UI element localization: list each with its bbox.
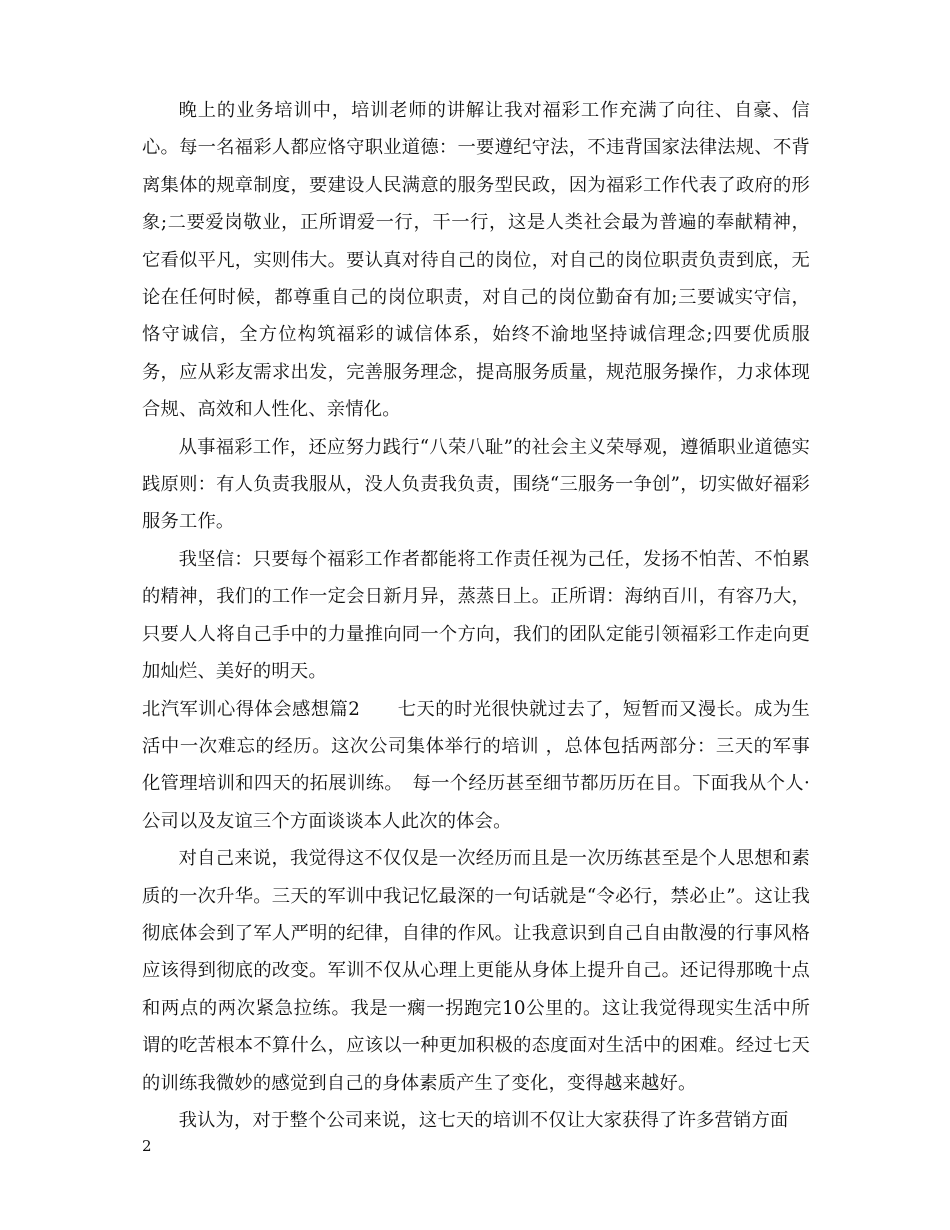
- paragraph-section-heading-and-intro: 北汽军训心得体会感想篇2 七天的时光很快就过去了，短暂而又漫长。成为生活中一次难忘的经历。这次公司集体举行的培训 ，总体包括两部分：三天的军事化管理培训和四天的拓展训练。 每一个经历甚至细节都历历在目。下面我从个人·公司以及友谊三个方面谈谈本人此次的体会。: [142, 698, 810, 832]
- paragraph-personal-reflection: 对自己来说，我觉得这不仅仅是一次经历而且是一次历练甚至是个人思想和素质的一次升华。三天的军训中我记忆最深的一句话就是“令必行，禁必止”。这让我彻底体会到了军人严明的纪律，自律的作风。让我意识到自己自由散漫的行事风格应该得到彻底的改变。军训不仅从心理上更能从身体上提升自己。还记得那晚十点和两点的两次紧急拉练。我是一瘸一拐跑完10公里的。这让我觉得现实生活中所谓的吃苦根本不算什么，应该以一种更加积极的态度面对生活中的困难。经过七天的训练我微妙的感觉到自己的身体素质产生了变化，变得越来越好。: [142, 848, 810, 1094]
- paragraph-belief: 我坚信：只要每个福彩工作者都能将工作责任视为己任，发扬不怕苦、不怕累的精神，我们的工作一定会日新月异，蒸蒸日上。正所谓：海纳百川，有容乃大，只要人人将自己手中的力量推向同一个方向，我们的团队定能引领福彩工作走向更加灿烂、美好的明天。: [142, 548, 810, 683]
- document-body: [142, 92, 810, 1139]
- page-number: 2: [142, 1137, 152, 1155]
- paragraph-welfare-lottery-training: 晚上的业务培训中，培训老师的讲解让我对福彩工作充满了向往、自豪、信心。每一名福彩人都应恪守职业道德：一要遵纪守法，不违背国家法律法规、不背离集体的规章制度，要建设人民满意的服务型民政，因为福彩工作代表了政府的形象;二要爱岗敬业，正所谓爱一行，干一行，这是人类社会最为普遍的奉献精神，它看似平凡，实则伟大。要认真对待自己的岗位，对自己的岗位职责负责到底，无论在任何时候，都尊重自己的岗位职责，对自己的岗位勤奋有加;三要诚实守信，恪守诚信，全方位构筑福彩的诚信体系，始终不渝地坚持诚信理念;四要优质服务，应从彩友需求出发，完善服务理念，提高服务质量，规范服务操作，力求体现合规、高效和人性化、亲情化。: [142, 100, 810, 421]
- paragraph-honor-disgrace-concept: 从事福彩工作，还应努力践行“八荣八耻”的社会主义荣辱观，遵循职业道德实践原则：有人负责我服从，没人负责我负责，围绕“三服务一争创”，切实做好福彩服务工作。: [142, 436, 810, 533]
- paragraph-company-reflection: 我认为，对于整个公司来说，这七天的培训不仅让大家获得了许多营销方面: [178, 1109, 789, 1131]
